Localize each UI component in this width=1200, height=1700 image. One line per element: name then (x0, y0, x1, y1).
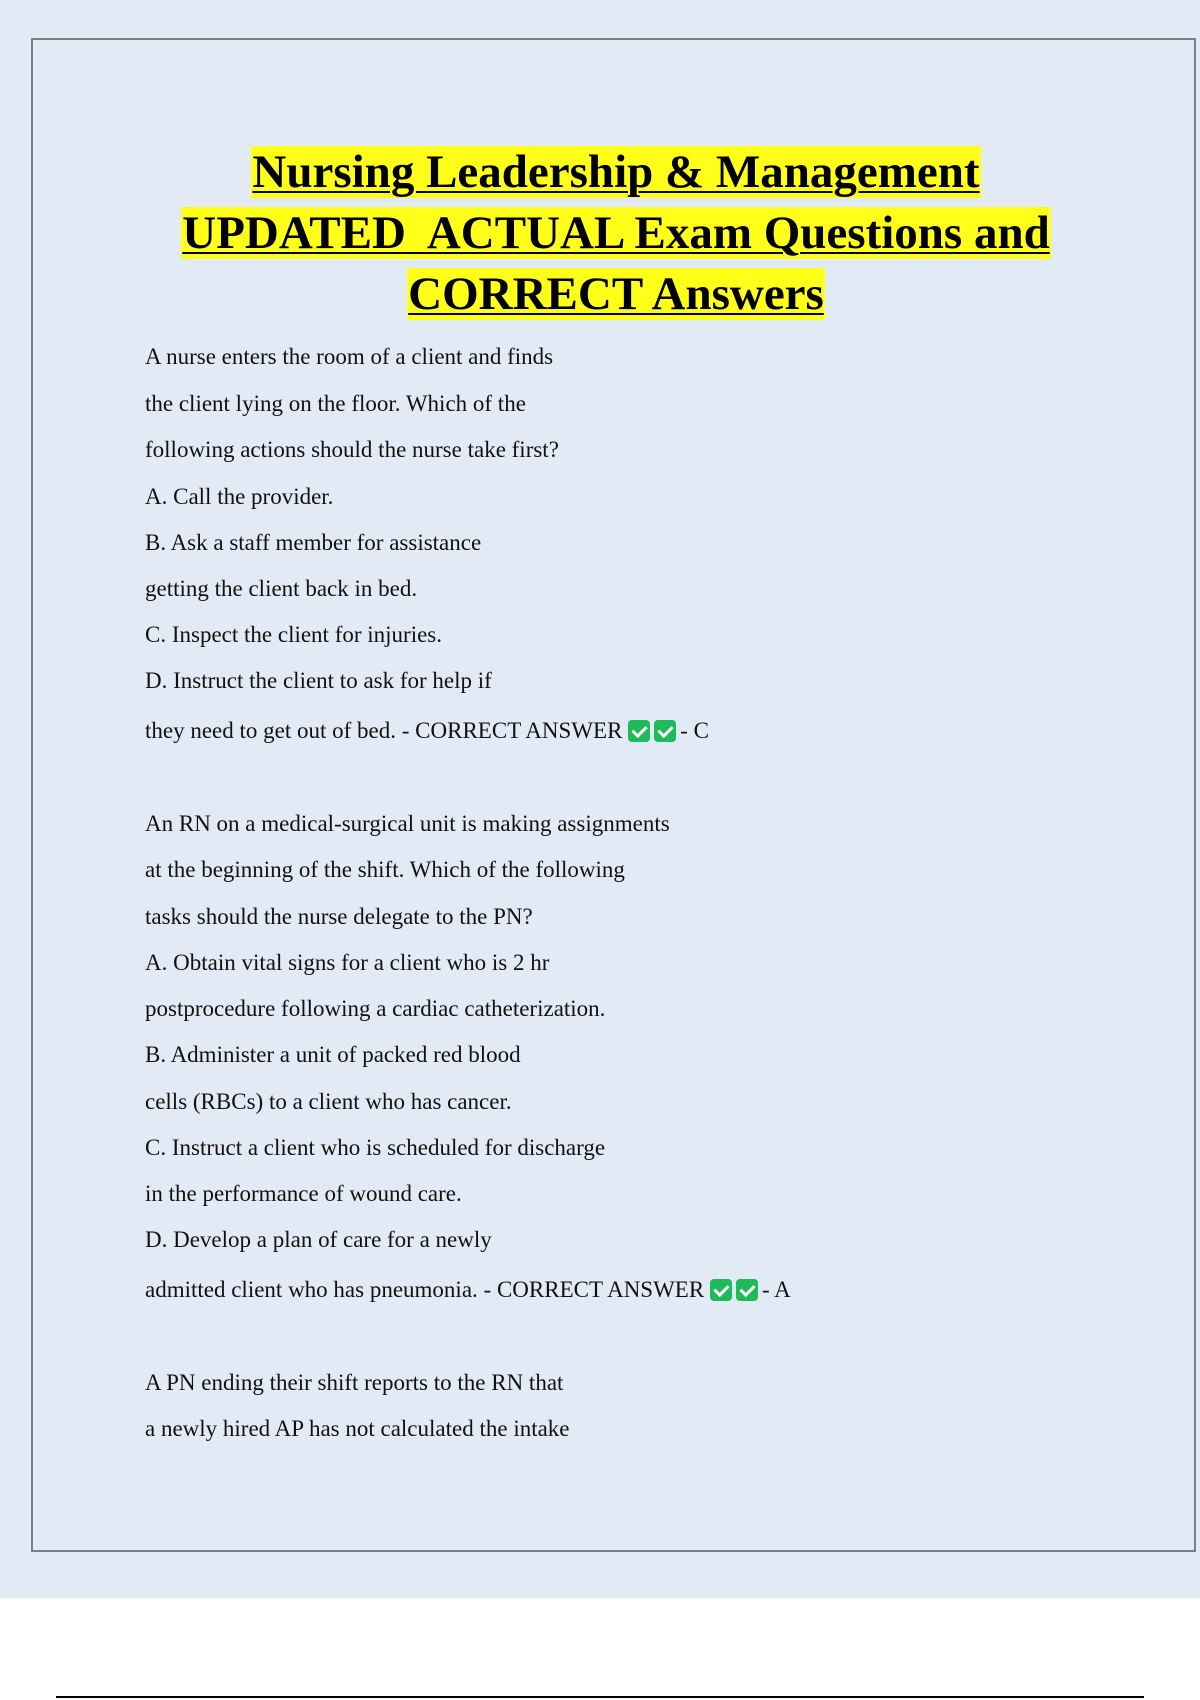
answer-text: admitted client who has pneumonia. - CORRECT ANSWER (145, 1277, 705, 1302)
check-box-icon (710, 1279, 732, 1301)
question-2-option: cells (RBCs) to a client who has cancer. (145, 1089, 512, 1114)
title-line-2: UPDATED ACTUAL Exam Questions and (182, 207, 1050, 259)
question-3-line: a newly hired AP has not calculated the intake (145, 1416, 570, 1441)
question-1-option: D. Instruct the client to ask for help if (145, 668, 492, 693)
check-box-icon (736, 1279, 758, 1301)
answer-text: they need to get out of bed. - CORRECT ANSWER (145, 718, 623, 743)
question-2-answer (145, 1275, 791, 1305)
check-box-icon (628, 720, 650, 742)
question-1-line: A nurse enters the room of a client and finds (145, 344, 554, 369)
question-1-answer (145, 716, 709, 746)
question-2-option: postprocedure following a cardiac catheterization. (145, 996, 606, 1021)
question-2-line: An RN on a medical-surgical unit is making assignments (145, 811, 670, 836)
question-2-line: at the beginning of the shift. Which of the following (145, 857, 625, 882)
question-1-line: the client lying on the floor. Which of the (145, 391, 526, 416)
question-1-line: following actions should the nurse take first? (145, 437, 559, 462)
title-line-1: Nursing Leadership & Management (252, 146, 980, 198)
answer-letter: - C (680, 718, 709, 743)
document-title (0, 142, 1200, 325)
question-2-option: in the performance of wound care. (145, 1181, 462, 1206)
title-line-3: CORRECT Answers (408, 268, 824, 320)
question-1-option: B. Ask a staff member for assistance (145, 530, 482, 555)
answer-letter: - A (761, 1277, 791, 1302)
question-2-option: A. Obtain vital signs for a client who is 2 hr (145, 950, 550, 975)
question-2-line: tasks should the nurse delegate to the PN? (145, 904, 533, 929)
question-1-option: getting the client back in bed. (145, 576, 418, 601)
question-3-line: A PN ending their shift reports to the RN that (145, 1370, 564, 1395)
question-1-option: A. Call the provider. (145, 484, 334, 509)
question-2-option: C. Instruct a client who is scheduled for discharge (145, 1135, 606, 1160)
question-1-option: C. Inspect the client for injuries. (145, 622, 443, 647)
check-box-icon (654, 720, 676, 742)
question-2-option: B. Administer a unit of packed red blood (145, 1042, 521, 1067)
question-2-option: D. Develop a plan of care for a newly (145, 1227, 492, 1252)
footer-divider (56, 1696, 1144, 1698)
